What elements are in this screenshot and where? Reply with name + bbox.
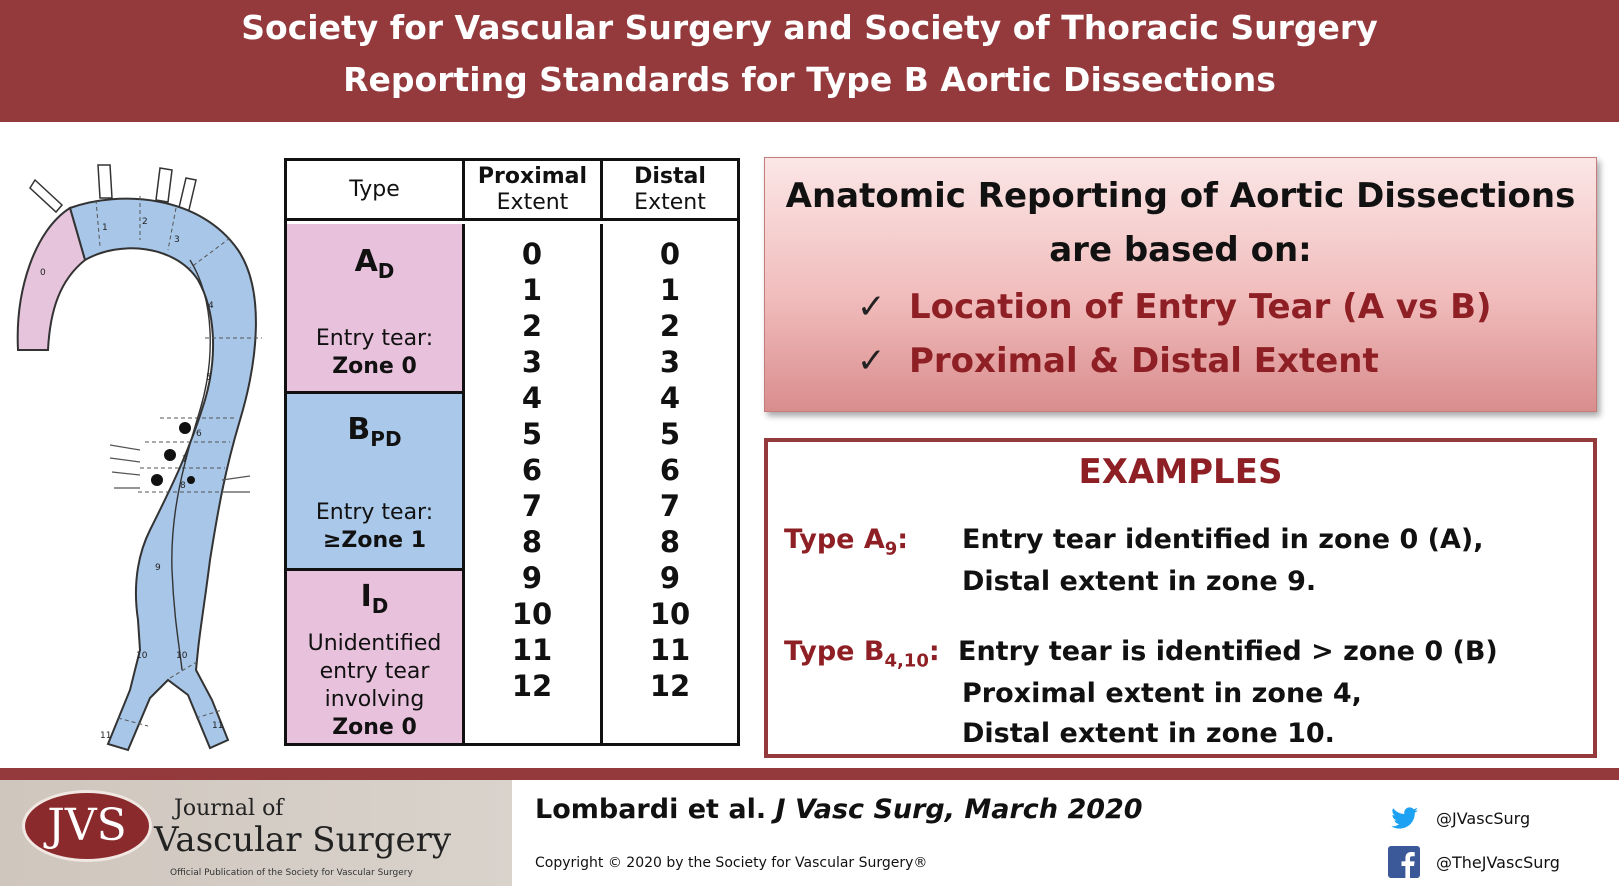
proximal-zone: 11 [511, 633, 553, 667]
distal-zone-column [600, 224, 737, 743]
proximal-zone: 8 [521, 525, 543, 559]
proximal-zone: 6 [521, 453, 543, 487]
aorta-zone-0 [18, 208, 85, 350]
distal-zone: 5 [659, 417, 681, 451]
anatomic-heading-2: are based on: [1049, 230, 1312, 270]
distal-zone: 9 [659, 561, 681, 595]
zone-label: 3 [174, 235, 180, 245]
example-2-line-3: Distal extent in zone 10. [962, 718, 1335, 749]
jvs-oval-logo: JVS [22, 790, 152, 862]
type-i-cell: $I_D$ Unidentified entry tear involving Zone 0 [287, 571, 462, 743]
proximal-zone: 1 [521, 273, 543, 307]
type-b-cell: $B_{PD}$ Entry tear: ≥Zone 1 [287, 394, 462, 571]
aorta-zone-diagram [0, 150, 275, 775]
header-proximal-extent: Proximal Extent [462, 161, 600, 221]
zone-label: 9 [155, 563, 161, 573]
zone-table [284, 158, 740, 746]
jvs-logo [0, 780, 512, 886]
example-2-line-1: Entry tear is identified > zone 0 (B) [958, 636, 1498, 667]
zone-label: 2 [142, 217, 148, 227]
twitter-bird-icon [1388, 802, 1420, 834]
distal-zone: 1 [659, 273, 681, 307]
proximal-zone: 2 [521, 309, 543, 343]
example-1-label: Type $A_9$: [784, 524, 909, 560]
facebook-icon [1388, 846, 1420, 878]
logo-journal-name: Vascular Surgery [154, 820, 452, 860]
examples-title: EXAMPLES [1078, 452, 1283, 492]
zone-label: 10 [136, 651, 148, 661]
anatomic-reporting-box [764, 157, 1597, 412]
distal-zone: 2 [659, 309, 681, 343]
header-banner [0, 0, 1619, 122]
zone-label: 4 [208, 301, 214, 311]
zone-label: 1 [102, 223, 108, 233]
header-type: Type [287, 161, 462, 221]
zone-label: 0 [40, 268, 46, 278]
proximal-zone: 9 [521, 561, 543, 595]
distal-zone: 3 [659, 345, 681, 379]
anatomic-bullet-extent: ✓ Proximal & Distal Extent [857, 341, 1379, 381]
anatomic-heading-1: Anatomic Reporting of Aortic Dissections [785, 176, 1576, 216]
logo-tagline: Official Publication of the Society for Vascular Surgery [170, 868, 413, 878]
arch-branch-1 [30, 180, 62, 212]
anatomic-bullet-entry-tear: ✓ Location of Entry Tear (A vs B) [857, 287, 1492, 327]
proximal-zone-column [462, 224, 599, 743]
example-2-line-2: Proximal extent in zone 4, [962, 678, 1362, 709]
distal-zone: 11 [649, 633, 691, 667]
checkmark-icon: ✓ [857, 287, 886, 327]
distal-zone: 12 [649, 669, 691, 703]
proximal-zone: 7 [521, 489, 543, 523]
type-a-cell: $A_D$ Entry tear: Zone 0 [287, 224, 462, 394]
twitter-link[interactable] [1388, 802, 1530, 834]
citation: Lombardi et al. J Vasc Surg, March 2020 [535, 794, 1143, 825]
zone-label: 8 [180, 481, 186, 491]
distal-zone: 6 [659, 453, 681, 487]
examples-box [764, 438, 1597, 758]
proximal-zone: 0 [521, 237, 543, 271]
copyright-notice: Copyright © 2020 by the Society for Vascular Surgery® [535, 855, 928, 871]
example-1-line-2: Distal extent in zone 9. [962, 566, 1317, 597]
distal-zone: 0 [659, 237, 681, 271]
distal-zone: 7 [659, 489, 681, 523]
proximal-zone: 4 [521, 381, 543, 415]
distal-zone: 8 [659, 525, 681, 559]
arch-branch-2 [98, 165, 112, 198]
facebook-handle: @TheJVascSurg [1436, 852, 1560, 872]
title-line-2: Reporting Standards for Type B Aortic Dissections [343, 60, 1276, 99]
facebook-link[interactable] [1388, 846, 1560, 878]
zone-label: 5 [206, 373, 212, 383]
twitter-handle: @JVascSurg [1436, 808, 1531, 828]
title-line-1: Society for Vascular Surgery and Society of Thoracic Surgery [241, 8, 1378, 47]
distal-zone: 10 [649, 597, 691, 631]
example-2-label: Type $B_{4,10}$: [784, 636, 940, 672]
zone-label: 11 [100, 731, 112, 741]
example-1-line-1: Entry tear identified in zone 0 (A), [962, 524, 1484, 555]
zone-label: 10 [176, 651, 188, 661]
checkmark-icon: ✓ [857, 341, 886, 381]
aorta-body [70, 199, 256, 750]
distal-zone: 4 [659, 381, 681, 415]
arch-branch-3 [156, 168, 172, 202]
logo-journal-of: Journal of [174, 796, 284, 821]
zone-label: 7 [182, 455, 188, 465]
zone-label: 6 [196, 429, 202, 439]
proximal-zone: 10 [511, 597, 553, 631]
zone-label: 11 [212, 721, 224, 731]
header-distal-extent: Distal Extent [600, 161, 737, 221]
proximal-zone: 5 [521, 417, 543, 451]
proximal-zone: 3 [521, 345, 543, 379]
footer-rule [0, 768, 1619, 780]
proximal-zone: 12 [511, 669, 553, 703]
